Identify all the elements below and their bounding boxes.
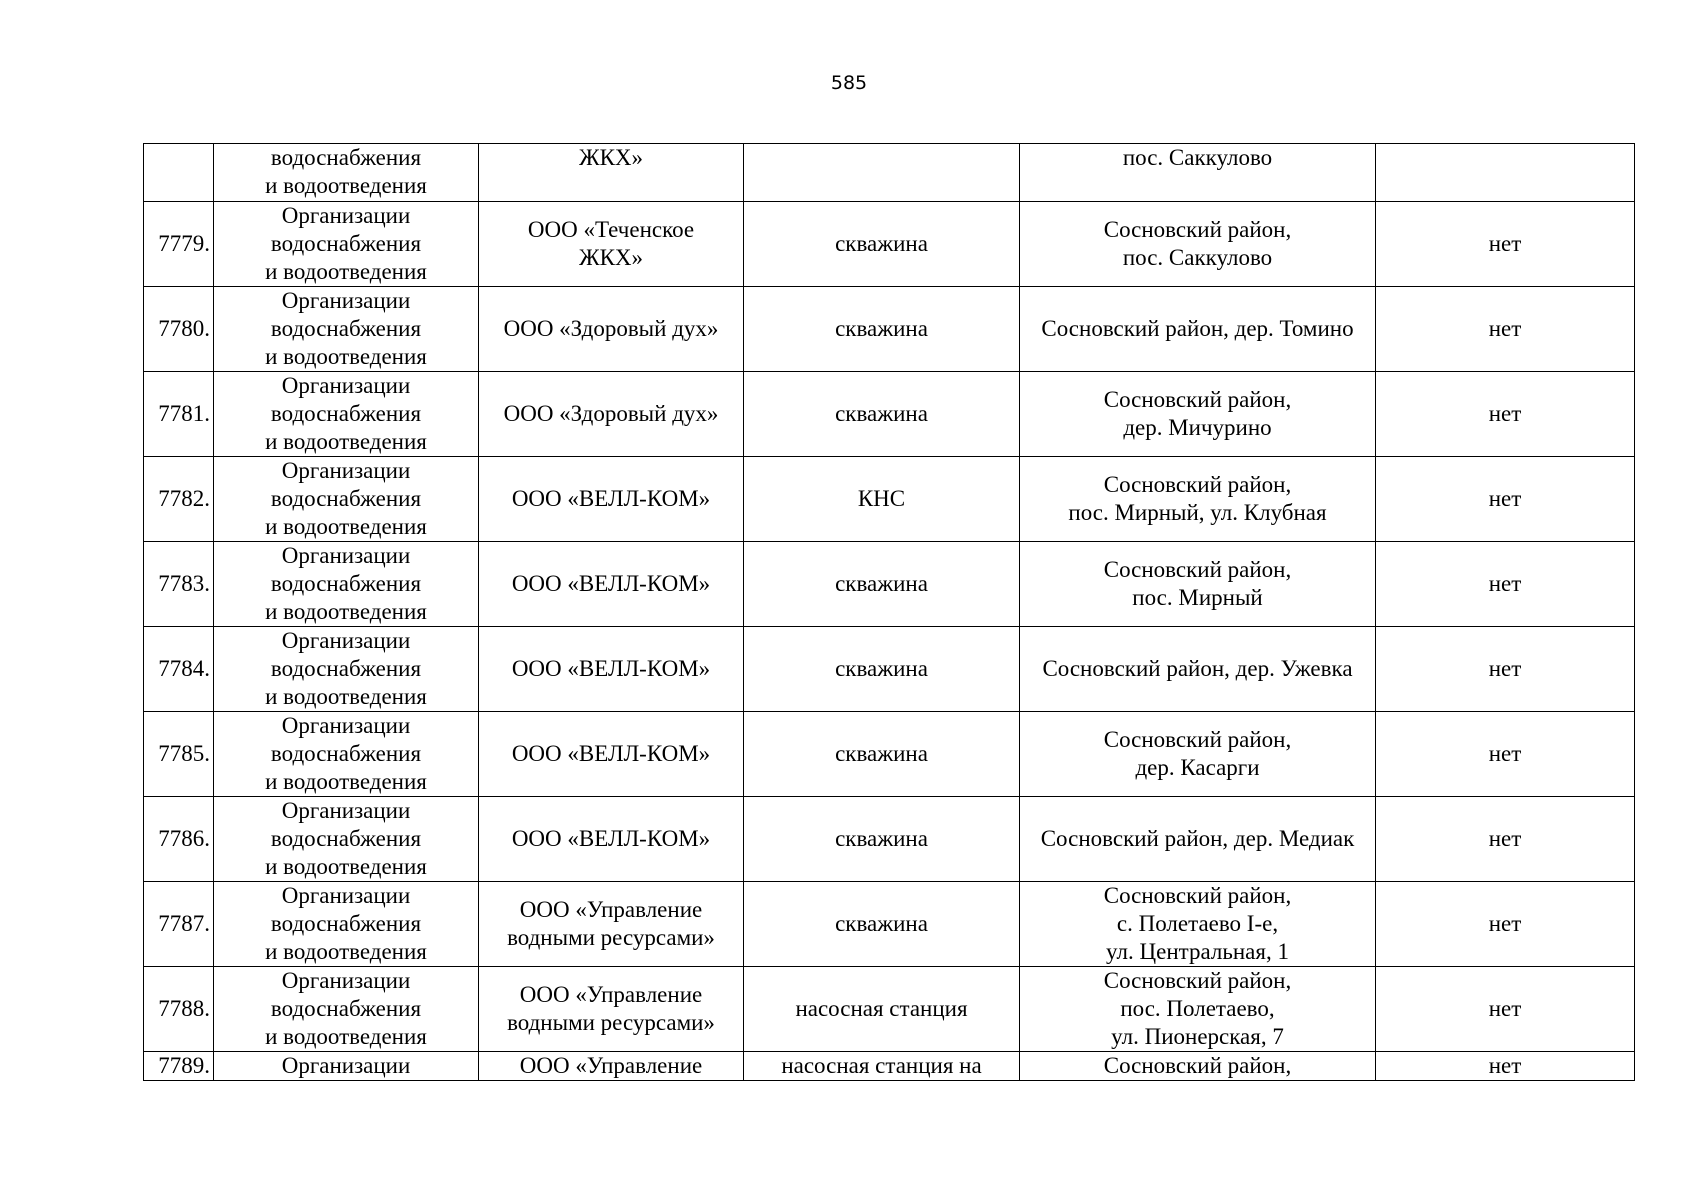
note-cell: нет <box>1376 542 1635 627</box>
note-cell: нет <box>1376 372 1635 457</box>
object-cell: скважина <box>744 882 1020 967</box>
category-cell: Организации водоснабжения и водоотведения <box>214 457 479 542</box>
category-cell: Организации водоснабжения и водоотведения <box>214 967 479 1052</box>
note-cell: нет <box>1376 797 1635 882</box>
address-cell: Сосновский район, <box>1020 1052 1376 1081</box>
note-cell: нет <box>1376 202 1635 287</box>
object-cell: скважина <box>744 712 1020 797</box>
category-cell: Организации водоснабжения и водоотведения <box>214 882 479 967</box>
organization-cell: ООО «ВЕЛЛ-КОМ» <box>479 542 744 627</box>
table-row <box>144 882 1635 967</box>
organization-cell: ООО «Здоровый дух» <box>479 287 744 372</box>
row-number: 7789. <box>144 1052 214 1081</box>
row-number: 7787. <box>144 882 214 967</box>
address-cell: пос. Саккулово <box>1020 144 1376 202</box>
organization-cell: ООО «ВЕЛЛ-КОМ» <box>479 712 744 797</box>
object-cell: скважина <box>744 202 1020 287</box>
address-cell: Сосновский район, дер. Медиак <box>1020 797 1376 882</box>
object-cell: насосная станция на <box>744 1052 1020 1081</box>
note-cell: нет <box>1376 882 1635 967</box>
category-cell: водоснабжения и водоотведения <box>214 144 479 202</box>
organization-cell: ООО «Управление водными ресурсами» <box>479 967 744 1052</box>
organization-cell: ЖКХ» <box>479 144 744 202</box>
note-cell <box>1376 144 1635 202</box>
object-cell: скважина <box>744 797 1020 882</box>
address-cell: Сосновский район, с. Полетаево I-е, ул. Центральная, 1 <box>1020 882 1376 967</box>
address-cell: Сосновский район, пос. Саккулово <box>1020 202 1376 287</box>
note-cell: нет <box>1376 627 1635 712</box>
address-cell: Сосновский район, дер. Касарги <box>1020 712 1376 797</box>
note-cell: нет <box>1376 1052 1635 1081</box>
object-cell: скважина <box>744 627 1020 712</box>
row-number: 7781. <box>144 372 214 457</box>
category-cell: Организации водоснабжения и водоотведения <box>214 202 479 287</box>
address-cell: Сосновский район, пос. Мирный <box>1020 542 1376 627</box>
row-number: 7780. <box>144 287 214 372</box>
table-row <box>144 457 1635 542</box>
page-number: 585 <box>830 72 868 94</box>
object-cell: скважина <box>744 372 1020 457</box>
category-cell: Организации водоснабжения и водоотведения <box>214 712 479 797</box>
note-cell: нет <box>1376 967 1635 1052</box>
object-cell: скважина <box>744 542 1020 627</box>
category-cell: Организации водоснабжения и водоотведения <box>214 372 479 457</box>
table-row <box>144 712 1635 797</box>
table-row <box>144 542 1635 627</box>
object-cell: насосная станция <box>744 967 1020 1052</box>
category-cell: Организации водоснабжения и водоотведения <box>214 542 479 627</box>
table-row <box>144 372 1635 457</box>
table-row <box>144 1052 1635 1081</box>
organization-cell: ООО «Управление <box>479 1052 744 1081</box>
table-row <box>144 797 1635 882</box>
row-number: 7779. <box>144 202 214 287</box>
category-cell: Организации водоснабжения и водоотведения <box>214 287 479 372</box>
note-cell: нет <box>1376 712 1635 797</box>
object-cell: КНС <box>744 457 1020 542</box>
note-cell: нет <box>1376 287 1635 372</box>
table-row <box>144 967 1635 1052</box>
organization-cell: ООО «Здоровый дух» <box>479 372 744 457</box>
address-cell: Сосновский район, пос. Мирный, ул. Клубная <box>1020 457 1376 542</box>
address-cell: Сосновский район, пос. Полетаево, ул. Пионерская, 7 <box>1020 967 1376 1052</box>
row-number: 7783. <box>144 542 214 627</box>
table-row <box>144 202 1635 287</box>
organization-cell: ООО «ВЕЛЛ-КОМ» <box>479 457 744 542</box>
organization-cell: ООО «ВЕЛЛ-КОМ» <box>479 627 744 712</box>
organization-cell: ООО «ВЕЛЛ-КОМ» <box>479 797 744 882</box>
category-cell: Организации водоснабжения и водоотведения <box>214 797 479 882</box>
table-row <box>144 627 1635 712</box>
table-row <box>144 144 1635 202</box>
address-cell: Сосновский район, дер. Ужевка <box>1020 627 1376 712</box>
note-cell: нет <box>1376 457 1635 542</box>
row-number: 7782. <box>144 457 214 542</box>
row-number: 7784. <box>144 627 214 712</box>
category-cell: Организации водоснабжения и водоотведения <box>214 627 479 712</box>
registry-table <box>143 143 1635 1081</box>
category-cell: Организации <box>214 1052 479 1081</box>
row-number: 7785. <box>144 712 214 797</box>
row-number: 7788. <box>144 967 214 1052</box>
object-cell <box>744 144 1020 202</box>
table-row <box>144 287 1635 372</box>
object-cell: скважина <box>744 287 1020 372</box>
organization-cell: ООО «Теченское ЖКХ» <box>479 202 744 287</box>
row-number: 7786. <box>144 797 214 882</box>
address-cell: Сосновский район, дер. Мичурино <box>1020 372 1376 457</box>
organization-cell: ООО «Управление водными ресурсами» <box>479 882 744 967</box>
address-cell: Сосновский район, дер. Томино <box>1020 287 1376 372</box>
row-number <box>144 144 214 202</box>
